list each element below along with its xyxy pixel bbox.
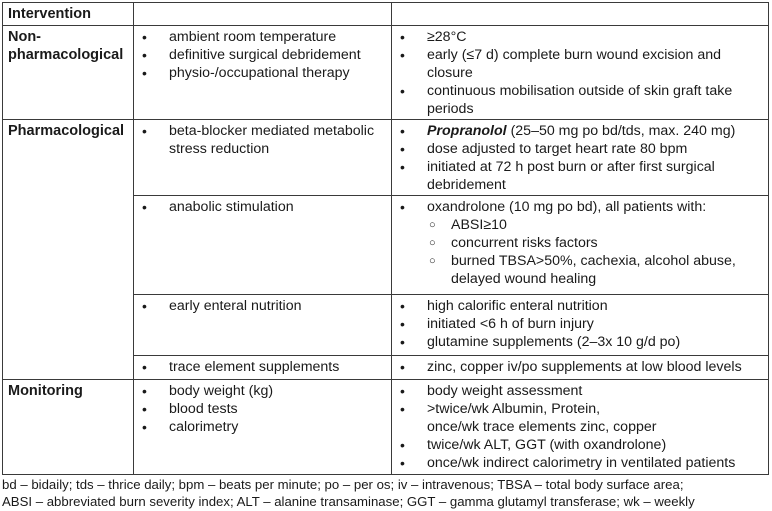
bullet-icon: • xyxy=(400,298,405,314)
list-item-text: physio-/occupational therapy xyxy=(169,65,350,81)
list-item xyxy=(397,315,763,333)
intervention-list xyxy=(139,297,386,315)
bullet-icon: • xyxy=(400,359,405,375)
bullet-icon: • xyxy=(400,47,405,63)
list-item-text: initiated at 72 h post burn or after first surgical debridement xyxy=(427,159,715,193)
list-item xyxy=(397,82,763,118)
detail-list xyxy=(397,297,763,351)
interventions-cell xyxy=(134,120,392,196)
bullet-icon: • xyxy=(142,123,147,139)
bullet-icon: • xyxy=(142,419,147,435)
abbreviations-footnote xyxy=(2,476,695,510)
list-item-text: trace element supplements xyxy=(169,359,340,375)
footnote-line: bd – bidaily; tds – thrice daily; bpm – beats per minute; po – per os; iv – intravenous; TBSA – total body surface area; xyxy=(2,477,684,492)
category-non-pharmacological xyxy=(3,26,134,120)
intervention-list xyxy=(139,382,386,436)
list-item xyxy=(139,382,386,400)
list-item xyxy=(139,198,386,216)
bullet-icon: • xyxy=(400,29,405,45)
bullet-icon: • xyxy=(400,159,405,175)
list-item-text: once/wk indirect calorimetry in ventilated patients xyxy=(427,455,736,471)
table-row-beta-blocker xyxy=(3,120,769,196)
bullet-icon: • xyxy=(400,141,405,157)
details-cell xyxy=(392,196,769,295)
list-item-text-line2: once/wk trace elements zinc, copper xyxy=(427,419,657,435)
list-item xyxy=(139,122,386,158)
detail-list xyxy=(397,358,763,376)
bullet-icon: • xyxy=(400,83,405,99)
bullet-icon: • xyxy=(400,383,405,399)
header-empty-col2 xyxy=(134,3,392,26)
detail-list xyxy=(397,382,763,472)
intervention-list xyxy=(139,28,386,82)
details-cell xyxy=(392,120,769,196)
category-line: pharmacological xyxy=(8,47,124,63)
list-item xyxy=(397,333,763,351)
burn-treatment-table xyxy=(2,2,769,475)
sub-list-item-text: ABSI≥10 xyxy=(451,217,507,233)
intervention-list xyxy=(139,358,386,376)
table-header-row xyxy=(3,3,769,26)
sub-list-item-text: burned TBSA>50%, cachexia, alcohol abuse, delayed wound healing xyxy=(451,253,736,287)
category-pharmacological: Pharmacological xyxy=(3,120,134,380)
header-empty-col3 xyxy=(392,3,769,26)
list-item-text: twice/wk ALT, GGT (with oxandrolone) xyxy=(427,437,667,453)
list-item xyxy=(139,28,386,46)
detail-list xyxy=(397,28,763,118)
list-item-text: body weight (kg) xyxy=(169,383,274,399)
list-item xyxy=(139,297,386,315)
drug-name: Propranolol xyxy=(427,123,507,139)
bullet-icon: • xyxy=(400,401,405,417)
interventions-cell xyxy=(134,380,392,475)
list-item xyxy=(397,358,763,376)
bullet-icon: • xyxy=(400,437,405,453)
bullet-icon: • xyxy=(142,383,147,399)
list-item-text: anabolic stimulation xyxy=(169,199,294,215)
list-item-text: (25–50 mg po bd/tds, max. 240 mg) xyxy=(506,123,736,139)
list-item xyxy=(139,64,386,82)
intervention-list xyxy=(139,122,386,158)
interventions-cell xyxy=(134,295,392,356)
interventions-cell xyxy=(134,196,392,295)
list-item xyxy=(397,297,763,315)
circle-bullet-icon: ○ xyxy=(429,237,436,249)
sub-list-item xyxy=(427,216,763,234)
list-item xyxy=(397,382,763,400)
sub-list xyxy=(427,216,763,288)
list-item-text: early enteral nutrition xyxy=(169,298,302,314)
category-line: Non- xyxy=(8,29,42,45)
intervention-list xyxy=(139,198,386,216)
details-cell xyxy=(392,295,769,356)
list-item xyxy=(139,400,386,418)
table-row-monitoring xyxy=(3,380,769,475)
table-row-non-pharmacological xyxy=(3,26,769,120)
list-item xyxy=(397,454,763,472)
list-item-text: >twice/wk Albumin, Protein, xyxy=(427,401,601,417)
detail-list xyxy=(397,122,763,194)
bullet-icon: • xyxy=(400,123,405,139)
sub-list-item-text: concurrent risks factors xyxy=(451,235,598,251)
bullet-icon: • xyxy=(142,47,147,63)
list-item-text: ≥28°C xyxy=(427,29,467,45)
list-item-text: high calorific enteral nutrition xyxy=(427,298,608,314)
bullet-icon: • xyxy=(400,455,405,471)
list-item-text: beta-blocker mediated metabolic stress reduction xyxy=(169,123,375,157)
list-item xyxy=(397,198,763,288)
list-item-text: zinc, copper iv/po supplements at low blood levels xyxy=(427,359,742,375)
list-item-text: blood tests xyxy=(169,401,238,417)
bullet-icon: • xyxy=(400,199,405,215)
list-item xyxy=(139,418,386,436)
list-item-text: initiated <6 h of burn injury xyxy=(427,316,594,332)
list-item xyxy=(139,358,386,376)
header-intervention: Intervention xyxy=(3,3,134,26)
bullet-icon: • xyxy=(142,298,147,314)
list-item xyxy=(397,122,763,140)
list-item xyxy=(397,28,763,46)
circle-bullet-icon: ○ xyxy=(429,219,436,231)
list-item xyxy=(397,158,763,194)
list-item-text: dose adjusted to target heart rate 80 bpm xyxy=(427,141,688,157)
detail-list xyxy=(397,198,763,288)
list-item xyxy=(397,400,763,436)
details-cell xyxy=(392,356,769,380)
bullet-icon: • xyxy=(142,199,147,215)
bullet-icon: • xyxy=(400,334,405,350)
list-item xyxy=(397,46,763,82)
details-cell xyxy=(392,26,769,120)
sub-list-item xyxy=(427,252,763,288)
category-monitoring: Monitoring xyxy=(3,380,134,475)
list-item-text: definitive surgical debridement xyxy=(169,47,361,63)
list-item-text: continuous mobilisation outside of skin graft take periods xyxy=(427,83,733,117)
list-item-text: body weight assessment xyxy=(427,383,583,399)
list-item xyxy=(139,46,386,64)
interventions-cell xyxy=(134,26,392,120)
list-item xyxy=(397,436,763,454)
list-item-text: calorimetry xyxy=(169,419,239,435)
interventions-cell xyxy=(134,356,392,380)
sub-list-item xyxy=(427,234,763,252)
circle-bullet-icon: ○ xyxy=(429,255,436,267)
details-cell xyxy=(392,380,769,475)
footnote-line: ABSI – abbreviated burn severity index; ALT – alanine transaminase; GGT – gamma glutamyl transferase; wk – weekly xyxy=(2,494,695,509)
list-item xyxy=(397,140,763,158)
bullet-icon: • xyxy=(142,359,147,375)
bullet-icon: • xyxy=(142,401,147,417)
list-item-text: oxandrolone (10 mg po bd), all patients with: xyxy=(427,199,707,215)
bullet-icon: • xyxy=(400,316,405,332)
list-item-text: early (≤7 d) complete burn wound excision and closure xyxy=(427,47,722,81)
bullet-icon: • xyxy=(142,65,147,81)
list-item-text: ambient room temperature xyxy=(169,29,337,45)
list-item-text: glutamine supplements (2–3x 10 g/d po) xyxy=(427,334,681,350)
bullet-icon: • xyxy=(142,29,147,45)
